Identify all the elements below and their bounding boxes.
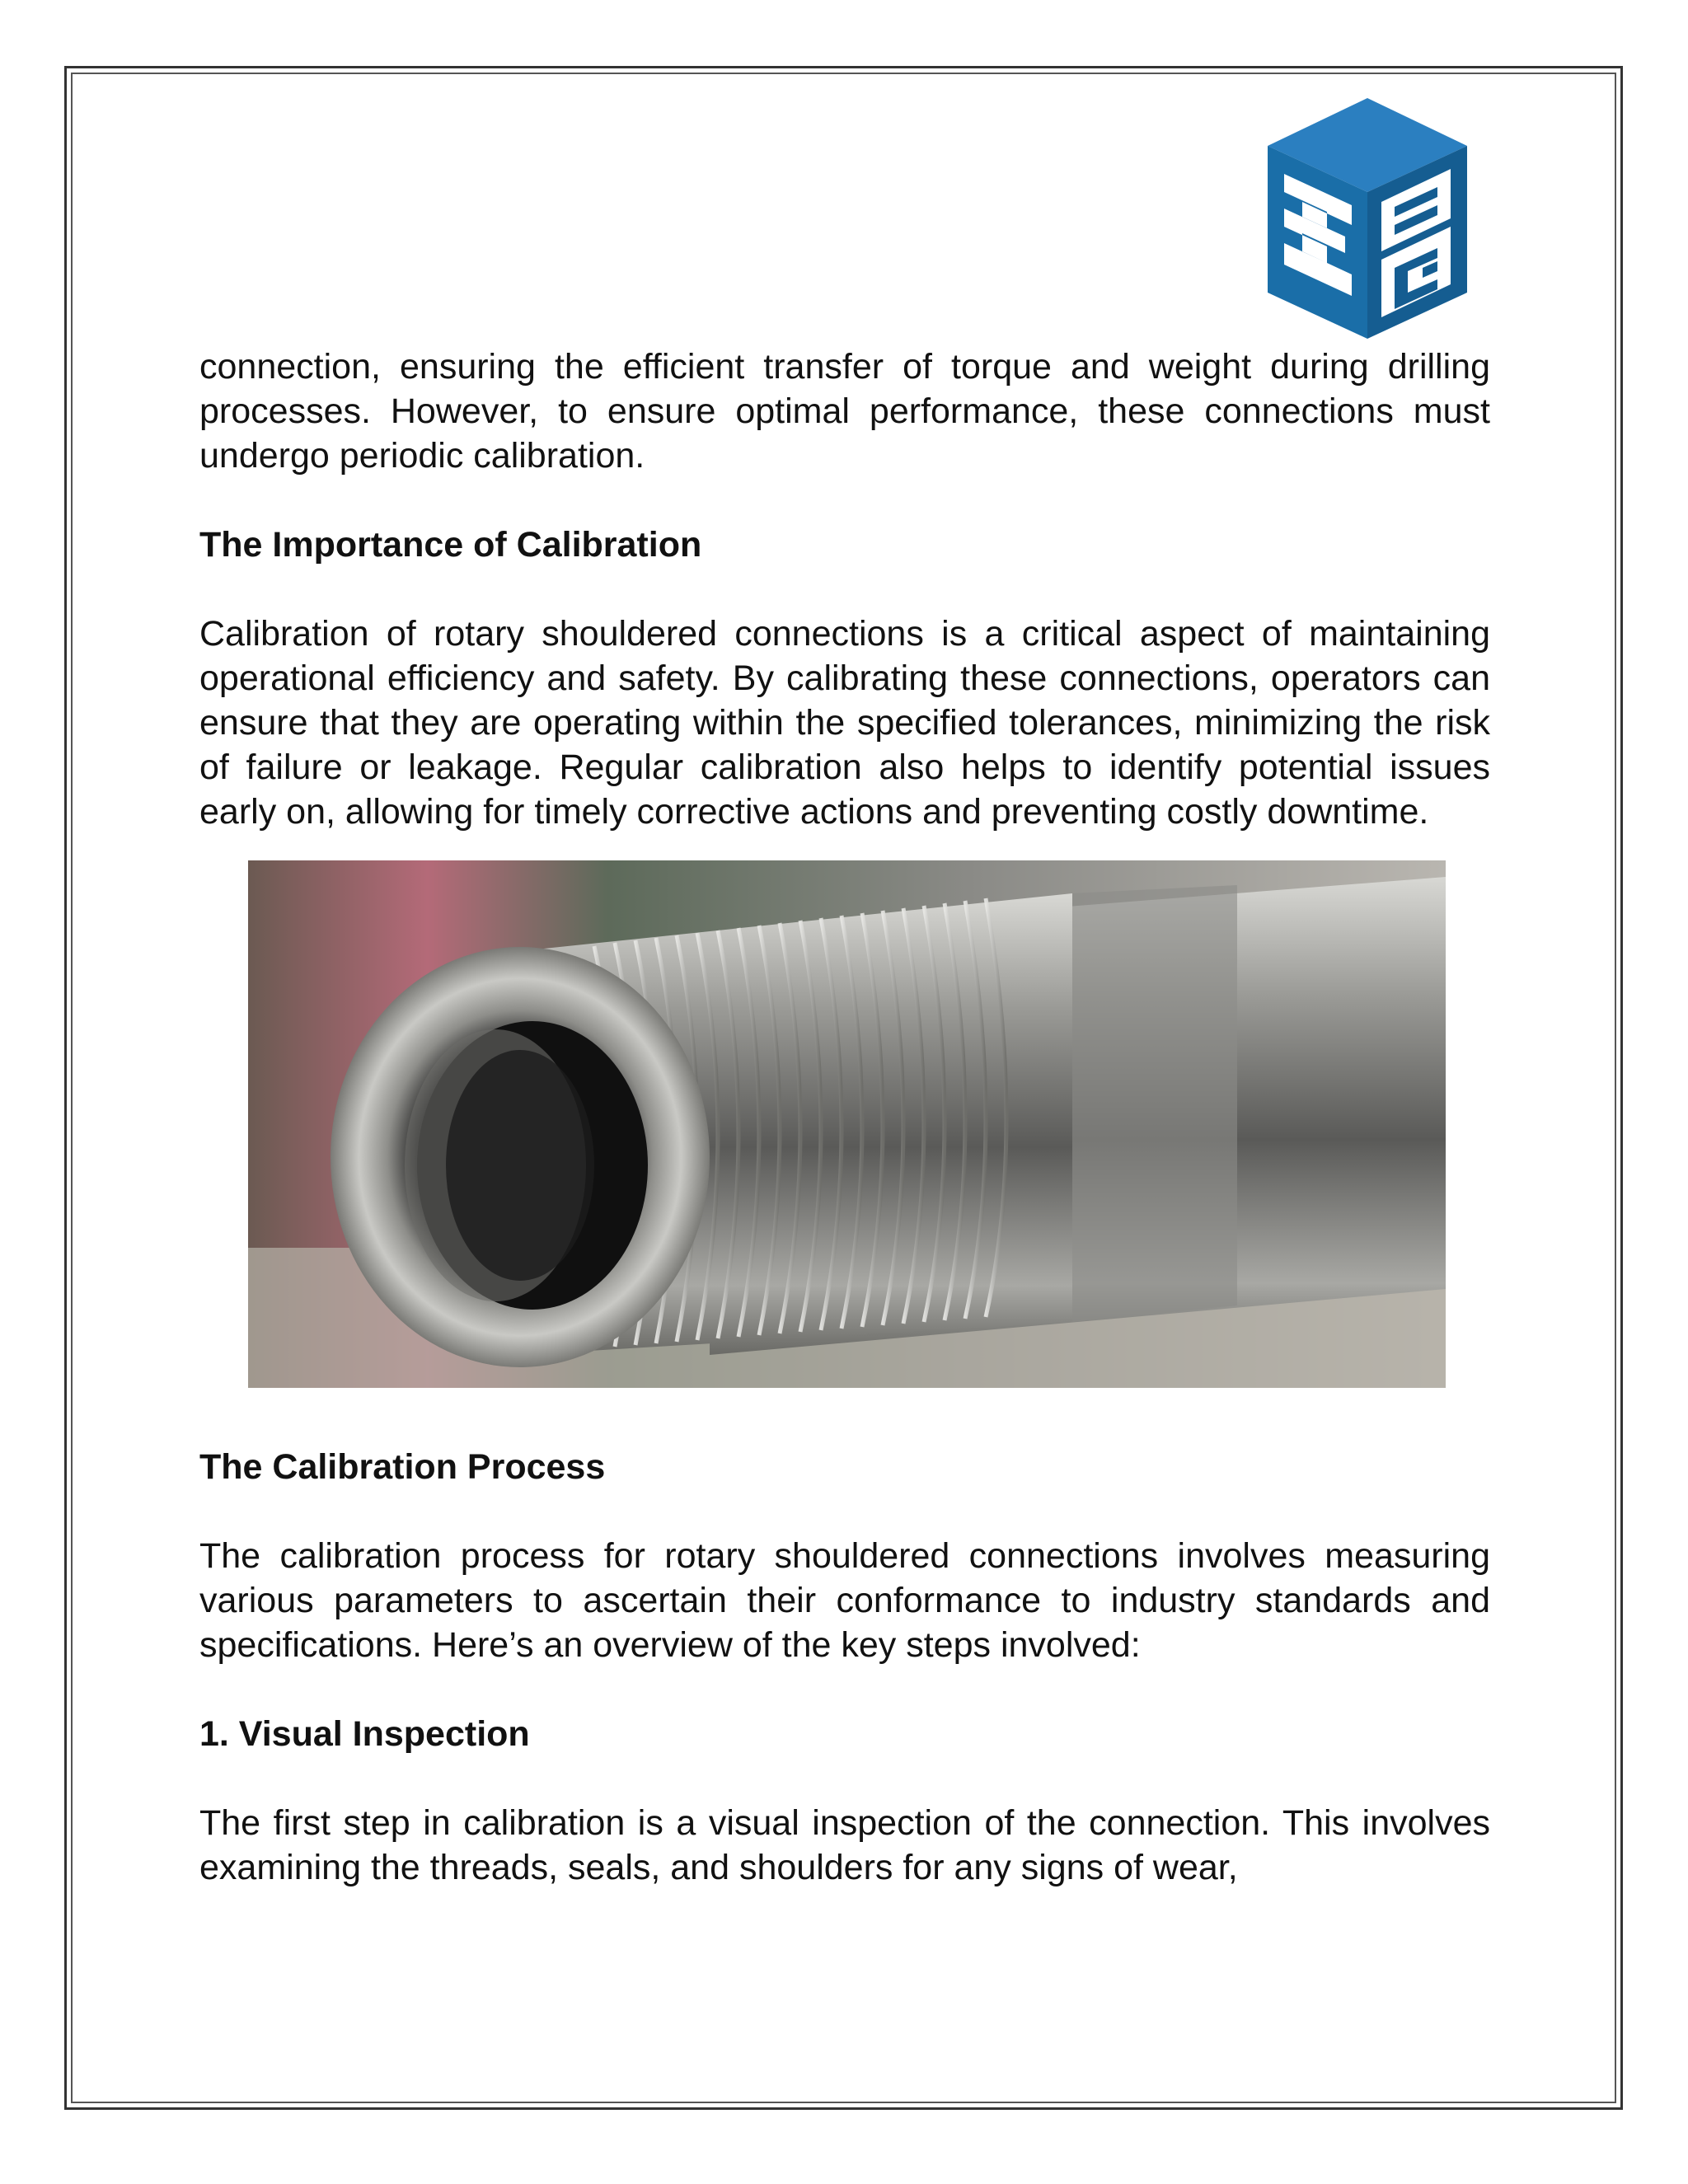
3bg-cube-logo-icon bbox=[1259, 95, 1475, 342]
importance-paragraph: Calibration of rotary shouldered connections is a critical aspect of maintaining operational efficiency and safety. By calibrating these connections, operators can ensure that they are operating within the specified tolerances, minimizing the risk of failure or leakage. Regular calibration also helps to identify potential issues early on, allowing for timely corrective actions and preventing costly downtime. bbox=[199, 614, 1490, 832]
process-heading: The Calibration Process bbox=[199, 1447, 606, 1487]
process-paragraph: The calibration process for rotary shouldered connections involves measuring various parameters to ascertain their conformance to industry standards and specifications. Here’s an overview of the key steps involved: bbox=[199, 1536, 1490, 1665]
threaded-pipe-connection-photo bbox=[248, 860, 1446, 1388]
importance-heading: The Importance of Calibration bbox=[199, 525, 702, 565]
step1-heading: 1. Visual Inspection bbox=[199, 1714, 530, 1754]
document-body bbox=[199, 344, 1490, 1890]
step1-paragraph: The first step in calibration is a visual inspection of the connection. This involves examining the threads, seals, and shoulders for any signs of wear, bbox=[199, 1803, 1490, 1887]
intro-paragraph: connection, ensuring the efficient transfer of torque and weight during drilling processes. However, to ensure optimal performance, these connections must undergo periodic calibration. bbox=[199, 347, 1490, 476]
